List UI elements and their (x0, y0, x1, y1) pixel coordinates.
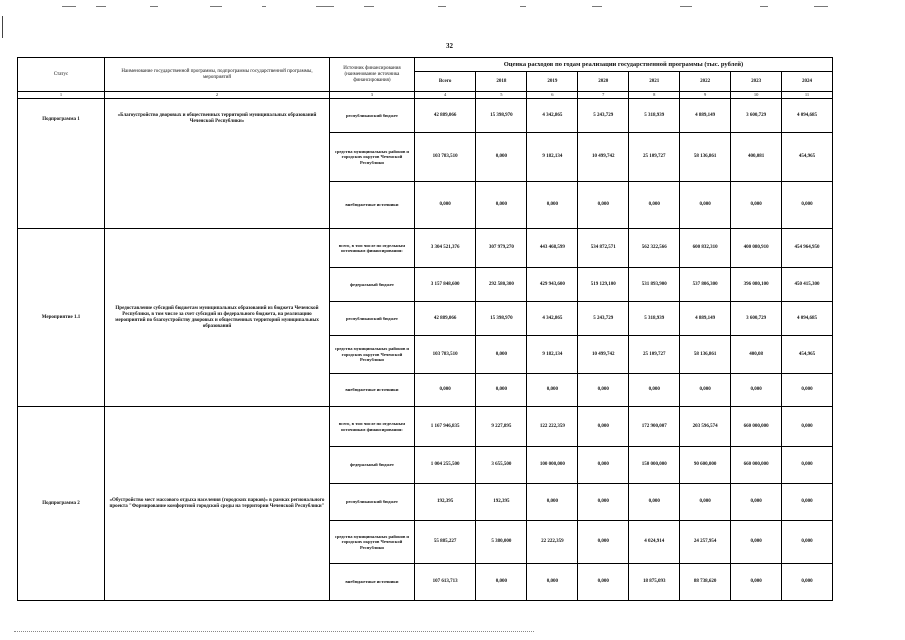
row-amount: 0,000 (782, 521, 833, 564)
row-amount: 0,000 (414, 374, 476, 407)
header-year: 2023 (731, 72, 782, 92)
row-amount: 100 000,000 (527, 447, 578, 484)
row-amount: 107 613,713 (414, 564, 476, 601)
row-amount: 5 318,939 (629, 302, 680, 336)
row-amount: 660 000,000 (731, 407, 782, 447)
row-amount: 0,000 (731, 374, 782, 407)
row-amount: 5 243,729 (578, 302, 629, 336)
column-number: 10 (731, 92, 782, 99)
row-amount: 0,000 (782, 374, 833, 407)
row-amount: 660 000,000 (731, 447, 782, 484)
row-amount: 0,000 (476, 564, 527, 601)
column-number: 3 (329, 92, 414, 99)
row-amount: 0,000 (476, 336, 527, 374)
column-number: 9 (680, 92, 731, 99)
row-program-name: «Благоустройство дворовых и общественных территорий муниципальных образований Чеченской Республики» (105, 99, 330, 229)
row-amount: 10 499,742 (578, 133, 629, 182)
row-amount: 122 222,359 (527, 407, 578, 447)
row-amount: 450 415,300 (782, 268, 833, 302)
row-amount: 0,000 (731, 182, 782, 229)
row-funding-source: средства муниципальных районов и городских округов Чеченской Республики (329, 336, 414, 374)
table-row (18, 229, 833, 268)
row-amount: 396 080,100 (731, 268, 782, 302)
row-amount: 0,000 (680, 182, 731, 229)
row-amount: 103 783,510 (414, 336, 476, 374)
row-program-name: Предоставление субсидий бюджетам муниципальных образований из бюджета Чеченской Республики, в том числе за счет субсидий из федерального бюджета, на реализацию мероприятий по благоустройству дворовых и общественных территорий муниципальных образований (105, 229, 330, 407)
row-amount: 3 304 521,376 (414, 229, 476, 268)
row-funding-source: средства муниципальных районов и городских округов Чеченской Республики (329, 133, 414, 182)
header-status: Статус (18, 58, 105, 92)
row-amount: 4 889,149 (680, 302, 731, 336)
row-amount: 0,000 (527, 182, 578, 229)
column-number: 11 (782, 92, 833, 99)
row-amount: 519 129,100 (578, 268, 629, 302)
header-row-1 (18, 58, 833, 72)
row-amount: 103 783,510 (414, 133, 476, 182)
row-amount: 0,000 (629, 374, 680, 407)
row-funding-source: республиканский бюджет (329, 302, 414, 336)
header-year: 2021 (629, 72, 680, 92)
row-amount: 5 380,000 (476, 521, 527, 564)
table-row (18, 407, 833, 447)
row-status: Мероприятие 1.1 (18, 229, 105, 407)
row-amount: 443 468,599 (527, 229, 578, 268)
row-amount: 42 889,066 (414, 99, 476, 133)
row-amount: 0,000 (578, 484, 629, 521)
row-amount: 400 080,910 (731, 229, 782, 268)
scan-artifact-bottom (14, 631, 534, 634)
row-amount: 3 600,729 (731, 302, 782, 336)
row-amount: 10 499,742 (578, 336, 629, 374)
row-amount: 0,000 (731, 564, 782, 601)
row-amount: 454,965 (782, 336, 833, 374)
header-year: 2020 (578, 72, 629, 92)
row-amount: 400,081 (731, 133, 782, 182)
row-funding-source: всего, в том числе по отдельным источникам финансирования: (329, 407, 414, 447)
row-amount: 25 109,727 (629, 336, 680, 374)
row-amount: 534 872,571 (578, 229, 629, 268)
row-amount: 0,000 (578, 374, 629, 407)
row-amount: 0,000 (578, 564, 629, 601)
row-amount: 192,395 (476, 484, 527, 521)
row-amount: 429 943,600 (527, 268, 578, 302)
row-funding-source: федеральный бюджет (329, 447, 414, 484)
row-amount: 5 243,729 (578, 99, 629, 133)
row-amount: 562 322,566 (629, 229, 680, 268)
row-amount: 3 600,729 (731, 99, 782, 133)
table-row (18, 99, 833, 133)
row-amount: 531 893,900 (629, 268, 680, 302)
row-amount: 0,000 (578, 407, 629, 447)
row-amount: 4 094,685 (782, 302, 833, 336)
row-amount: 88 738,620 (680, 564, 731, 601)
row-amount: 4 889,149 (680, 99, 731, 133)
row-amount: 0,000 (527, 484, 578, 521)
budget-table (17, 57, 833, 601)
row-amount: 24 257,954 (680, 521, 731, 564)
row-amount: 4 094,685 (782, 99, 833, 133)
header-year: 2018 (476, 72, 527, 92)
row-amount: 15 398,970 (476, 99, 527, 133)
row-amount: 9 182,134 (527, 336, 578, 374)
header-name: Наименование государственной программы, подпрограммы государственной программы, мероприятий (105, 58, 330, 92)
row-amount: 90 600,000 (680, 447, 731, 484)
page-number: 32 (446, 42, 453, 50)
row-funding-source: республиканский бюджет (329, 484, 414, 521)
row-amount: 15 398,970 (476, 302, 527, 336)
row-amount: 0,000 (782, 564, 833, 601)
column-number: 2 (105, 92, 330, 99)
row-amount: 150 000,000 (629, 447, 680, 484)
row-amount: 1 004 255,500 (414, 447, 476, 484)
row-amount: 600 832,310 (680, 229, 731, 268)
column-number: 5 (476, 92, 527, 99)
row-amount: 9 227,895 (476, 407, 527, 447)
row-amount: 0,000 (782, 484, 833, 521)
row-amount: 203 596,574 (680, 407, 731, 447)
row-amount: 0,000 (476, 182, 527, 229)
column-numbers-row (18, 92, 833, 99)
column-number: 7 (578, 92, 629, 99)
row-amount: 0,000 (731, 521, 782, 564)
scan-artifact-left (2, 16, 3, 38)
row-amount: 0,000 (731, 484, 782, 521)
row-amount: 0,000 (527, 564, 578, 601)
header-estimate: Оценка расходов по годам реализации государственной программы (тыс. рублей) (414, 58, 832, 72)
row-amount: 0,000 (527, 374, 578, 407)
row-funding-source: республиканский бюджет (329, 99, 414, 133)
column-number: 4 (414, 92, 476, 99)
row-amount: 3 655,500 (476, 447, 527, 484)
row-amount: 0,000 (414, 182, 476, 229)
row-amount: 55 885,227 (414, 521, 476, 564)
header-year: 2022 (680, 72, 731, 92)
row-amount: 4 342,865 (527, 302, 578, 336)
row-amount: 22 222,359 (527, 521, 578, 564)
column-number: 1 (18, 92, 105, 99)
row-amount: 0,000 (629, 182, 680, 229)
row-amount: 0,000 (680, 374, 731, 407)
row-amount: 0,000 (578, 447, 629, 484)
row-amount: 0,000 (782, 182, 833, 229)
row-amount: 5 318,939 (629, 99, 680, 133)
row-program-name: «Обустройство мест массового отдыха населения (городских парков)» в рамках регионального проекта "Формирование комфортной городской среды на территории Чеченской Республики" (105, 407, 330, 601)
row-amount: 0,000 (476, 374, 527, 407)
row-amount: 0,000 (578, 182, 629, 229)
row-funding-source: внебюджетные источники (329, 182, 414, 229)
row-amount: 0,000 (680, 484, 731, 521)
row-amount: 1 167 946,835 (414, 407, 476, 447)
row-funding-source: всего, в том числе по отдельным источникам финансирования: (329, 229, 414, 268)
row-amount: 400,08 (731, 336, 782, 374)
row-amount: 0,000 (629, 484, 680, 521)
row-funding-source: внебюджетные источники (329, 374, 414, 407)
header-year: 2024 (782, 72, 833, 92)
row-funding-source: внебюджетные источники (329, 564, 414, 601)
row-amount: 4 342,865 (527, 99, 578, 133)
row-amount: 3 157 848,600 (414, 268, 476, 302)
scan-artifact-top (0, 6, 905, 12)
row-funding-source: федеральный бюджет (329, 268, 414, 302)
header-year: Всего (414, 72, 476, 92)
row-amount: 0,000 (476, 133, 527, 182)
row-status: Подпрограмма 1 (18, 99, 105, 229)
row-amount: 0,000 (782, 407, 833, 447)
row-amount: 292 580,300 (476, 268, 527, 302)
row-amount: 25 109,727 (629, 133, 680, 182)
row-amount: 454,965 (782, 133, 833, 182)
header-year: 2019 (527, 72, 578, 92)
row-amount: 58 136,861 (680, 336, 731, 374)
row-amount: 58 136,861 (680, 133, 731, 182)
row-amount: 172 900,007 (629, 407, 680, 447)
row-funding-source: средства муниципальных районов и городских округов Чеченской Республики (329, 521, 414, 564)
row-amount: 0,000 (578, 521, 629, 564)
header-source: Источник финансирования (наименование источника финансирования) (329, 58, 414, 92)
row-amount: 9 182,134 (527, 133, 578, 182)
row-status: Подпрограмма 2 (18, 407, 105, 601)
row-amount: 18 875,093 (629, 564, 680, 601)
row-amount: 42 889,066 (414, 302, 476, 336)
row-amount: 454 964,950 (782, 229, 833, 268)
row-amount: 537 806,300 (680, 268, 731, 302)
column-number: 8 (629, 92, 680, 99)
row-amount: 4 024,914 (629, 521, 680, 564)
row-amount: 307 979,270 (476, 229, 527, 268)
column-number: 6 (527, 92, 578, 99)
row-amount: 192,395 (414, 484, 476, 521)
row-amount: 0,000 (782, 447, 833, 484)
